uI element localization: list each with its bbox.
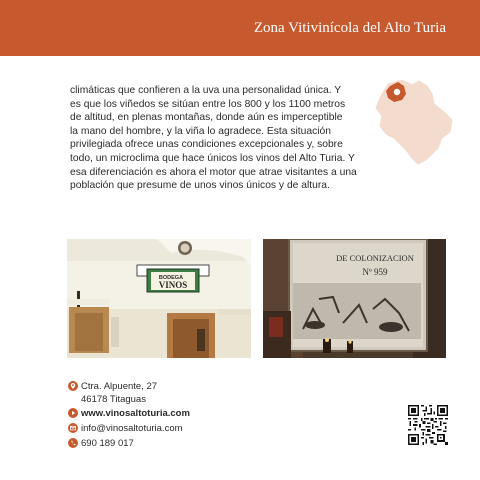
mail-icon [68, 423, 78, 433]
body-line: todo, un microclima que hace únicos los vinos del Alto Turia. Y [70, 152, 355, 164]
website-link[interactable]: www.vinosaltoturia.com [81, 408, 190, 419]
play-icon [68, 408, 78, 418]
body-line: privilegiada ofrece unas condiciones excepcionales y, sobre [70, 139, 343, 151]
body-paragraph [70, 84, 370, 193]
body-line: población que presume de unos vinos únicos y de altura. [70, 180, 330, 192]
phone-number[interactable]: 690 189 017 [81, 438, 134, 449]
sign-bottom-text: VINOS [158, 280, 188, 290]
body-line: esa diferenciación es ahora el motor que atrae visitantes a una [70, 166, 357, 178]
location-dot [394, 89, 400, 95]
address-line2: 46178 Titaguas [81, 394, 146, 405]
phone-icon [68, 438, 78, 448]
body-line: es que los viñedos se sitúan entre los 800 y los 1100 metros [70, 98, 346, 110]
sign-mid-text: BODEGA [158, 275, 184, 281]
plaque-line2: Nº 959 [362, 267, 388, 277]
header-bar [0, 0, 480, 56]
body-line: de altitud, en plenas montañas, donde aún es imperceptible [70, 112, 343, 124]
plaque-photo [263, 239, 446, 358]
email-link[interactable]: info@vinosaltoturia.com [81, 423, 183, 434]
body-line: la mano del hombre, y la viña lo agradece. Esta situación [70, 125, 332, 137]
region-map [372, 76, 456, 168]
location-icon [68, 381, 78, 391]
bodega-photo [67, 239, 251, 358]
page-title: Zona Vitivinícola del Alto Turia [253, 20, 446, 36]
body-line: climáticas que confieren a la uva una personalidad única. Y [70, 85, 342, 96]
qr-code[interactable] [408, 405, 448, 445]
address-line1: Ctra. Alpuente, 27 [81, 381, 158, 392]
plaque-line1: DE COLONIZACION [336, 253, 414, 263]
